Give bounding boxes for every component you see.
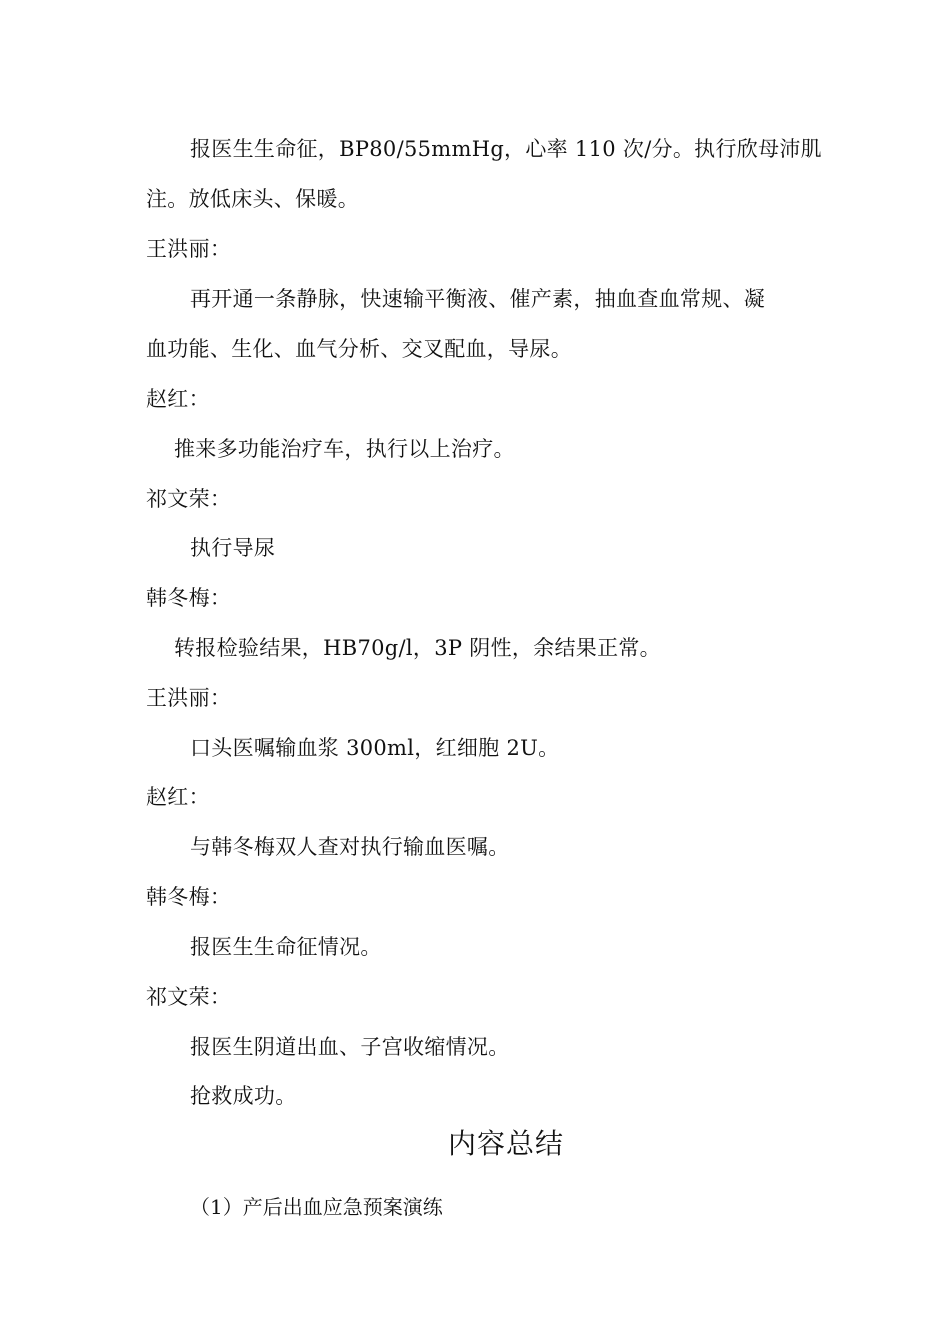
paragraph-line: 报医生生命征，BP80/55mmHg，心率 110 次/分。执行欣母沛肌 [190, 137, 822, 161]
speaker-label: 赵红： [146, 785, 210, 809]
section-title: 内容总结 [448, 1127, 565, 1160]
speaker-label: 王洪丽： [146, 686, 232, 710]
paragraph-line: 抢救成功。 [190, 1084, 297, 1108]
summary-item: （1）产后出血应急预案演练 [190, 1195, 443, 1219]
speaker-label: 祁文荣： [146, 487, 232, 511]
paragraph-line: 转报检验结果，HB70g/l，3P 阴性，余结果正常。 [174, 636, 661, 660]
paragraph-line: 血功能、生化、血气分析、交叉配血，导尿。 [146, 337, 572, 361]
paragraph-line: 再开通一条静脉，快速输平衡液、催产素，抽血查血常规、凝 [190, 287, 766, 311]
paragraph-line: 口头医嘱输血浆 300ml，红细胞 2U。 [190, 736, 560, 760]
paragraph-line: 执行导尿 [190, 536, 276, 560]
paragraph-line: 报医生生命征情况。 [190, 935, 382, 959]
speaker-label: 祁文荣： [146, 985, 232, 1009]
paragraph-line: 报医生阴道出血、子宫收缩情况。 [190, 1035, 510, 1059]
speaker-label: 韩冬梅： [146, 885, 232, 909]
paragraph-line: 与韩冬梅双人查对执行输血医嘱。 [190, 835, 510, 859]
paragraph-line: 推来多功能治疗车，执行以上治疗。 [174, 437, 515, 461]
speaker-label: 赵红： [146, 387, 210, 411]
speaker-label: 王洪丽： [146, 237, 232, 261]
paragraph-line: 注。放低床头、保暖。 [146, 187, 359, 211]
speaker-label: 韩冬梅： [146, 586, 232, 610]
